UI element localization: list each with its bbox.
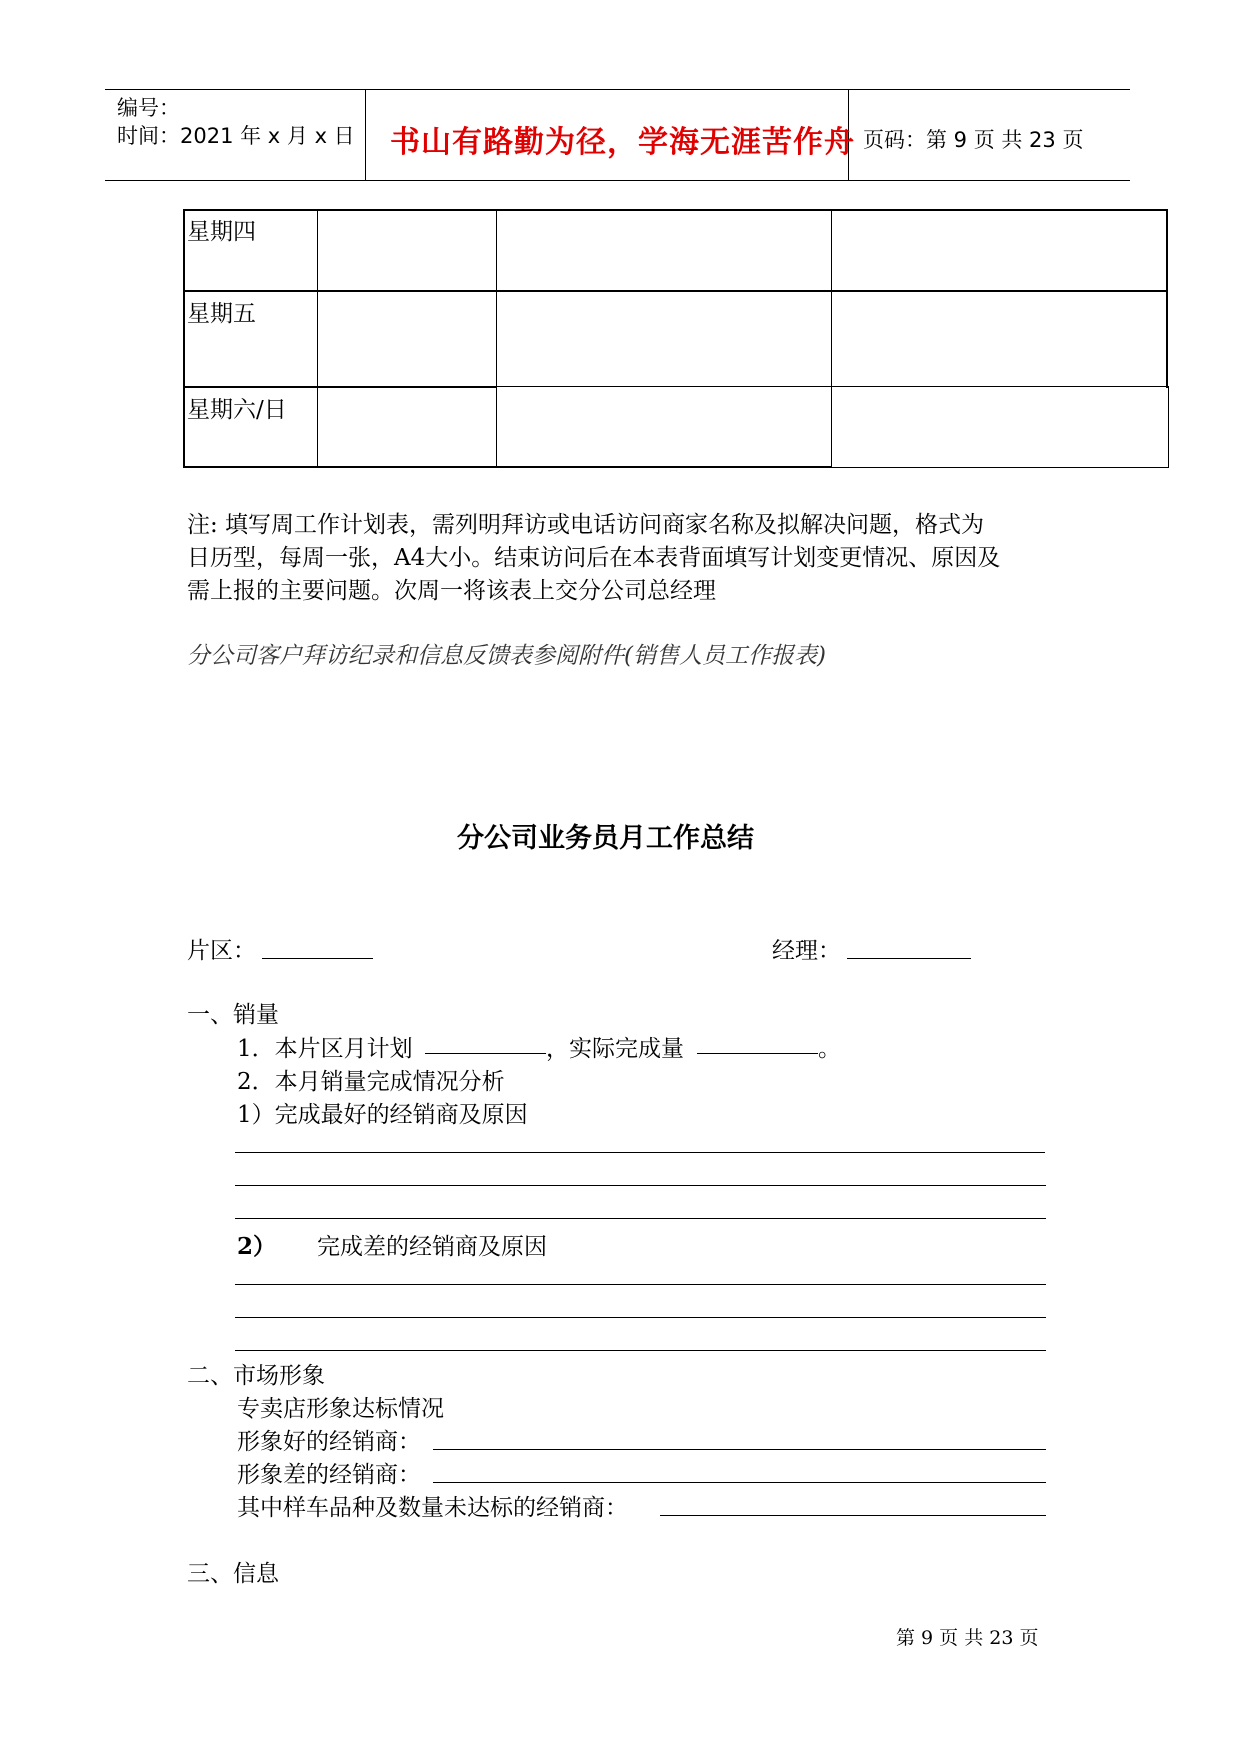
table-row-separator-1	[183, 290, 1168, 292]
table-row-separator-2b	[496, 386, 1169, 387]
table-bottom-border-right	[831, 467, 1169, 468]
table-row-label-weekend: 星期六/日	[187, 397, 287, 423]
table-row-label-friday: 星期五	[187, 301, 256, 327]
poor-image-dealer-line[interactable]	[433, 1482, 1046, 1483]
table-row-label-thursday: 星期四	[187, 219, 256, 245]
best-dealer-line-2[interactable]	[235, 1185, 1046, 1186]
table-left-border	[183, 209, 185, 468]
note-line-3: 需上报的主要问题。次周一将该表上交分公司总经理	[187, 578, 716, 604]
section-2-line-1: 专卖店形象达标情况	[237, 1396, 444, 1422]
appendix-note: 分公司客户拜访纪录和信息反馈表参阅附件(销售人员工作报表)	[187, 643, 826, 669]
section-1-item-2: 2．本月销量完成情况分析	[237, 1069, 505, 1095]
header-motto: 书山有路勤为径，学海无涯苦作舟	[390, 125, 855, 160]
monthly-plan-field-line[interactable]	[425, 1053, 546, 1054]
table-row-separator-2a	[183, 386, 496, 388]
document-number-label: 编号：	[117, 96, 180, 120]
poor-dealer-line-2[interactable]	[235, 1317, 1046, 1318]
section-1-sub-2-number: 2）	[237, 1233, 277, 1260]
section-2-heading: 二、市场形象	[187, 1363, 325, 1389]
district-field-line[interactable]	[262, 958, 373, 959]
page-footer: 第 9 页 共 23 页	[896, 1627, 1039, 1649]
poor-dealer-line-3[interactable]	[235, 1350, 1046, 1351]
sample-car-dealer-label: 其中样车品种及数量未达标的经销商：	[237, 1495, 628, 1521]
header-top-rule	[105, 89, 1130, 90]
table-top-border	[183, 209, 1168, 211]
section-1-heading: 一、销量	[187, 1002, 279, 1028]
table-bottom-border	[183, 466, 831, 468]
table-right-border	[1166, 209, 1168, 388]
header-divider-left	[365, 89, 366, 181]
section-1-sub-2-text: 完成差的经销商及原因	[317, 1234, 547, 1260]
header-page-label: 页码：第 9 页 共 23 页	[863, 128, 1084, 152]
district-label: 片区：	[187, 938, 256, 964]
section-1-item-1-actual: ，实际完成量	[546, 1036, 684, 1062]
page-title: 分公司业务员月工作总结	[457, 823, 754, 854]
section-1-item-1-end: 。	[818, 1036, 841, 1062]
best-dealer-line-1[interactable]	[235, 1152, 1045, 1153]
manager-label: 经理：	[772, 938, 841, 964]
note-line-2: 日历型，每周一张，A4大小。结束访问后在本表背面填写计划变更情况、原因及	[187, 545, 1001, 571]
table-col-line-1	[317, 209, 318, 468]
section-1-item-1-label: 1．本片区月计划	[237, 1036, 413, 1062]
table-col-line-2	[496, 209, 497, 468]
actual-completion-field-line[interactable]	[697, 1053, 818, 1054]
manager-field-line[interactable]	[847, 958, 971, 959]
note-line-1: 注: 填写周工作计划表，需列明拜访或电话访问商家名称及拟解决问题，格式为	[187, 512, 985, 538]
section-1-sub-1: 1）完成最好的经销商及原因	[237, 1102, 528, 1128]
table-right-border-lower	[1168, 387, 1169, 468]
poor-image-dealer-label: 形象差的经销商：	[237, 1462, 421, 1488]
table-col-line-3	[831, 209, 832, 468]
section-3-heading: 三、信息	[187, 1561, 279, 1587]
header-bottom-rule	[105, 180, 1130, 181]
best-dealer-line-3[interactable]	[235, 1218, 1046, 1219]
sample-car-dealer-line[interactable]	[660, 1515, 1046, 1516]
good-image-dealer-line[interactable]	[433, 1449, 1046, 1450]
document-time-label: 时间：2021 年 x 月 x 日	[117, 124, 355, 148]
good-image-dealer-label: 形象好的经销商：	[237, 1429, 421, 1455]
poor-dealer-line-1[interactable]	[235, 1284, 1046, 1285]
